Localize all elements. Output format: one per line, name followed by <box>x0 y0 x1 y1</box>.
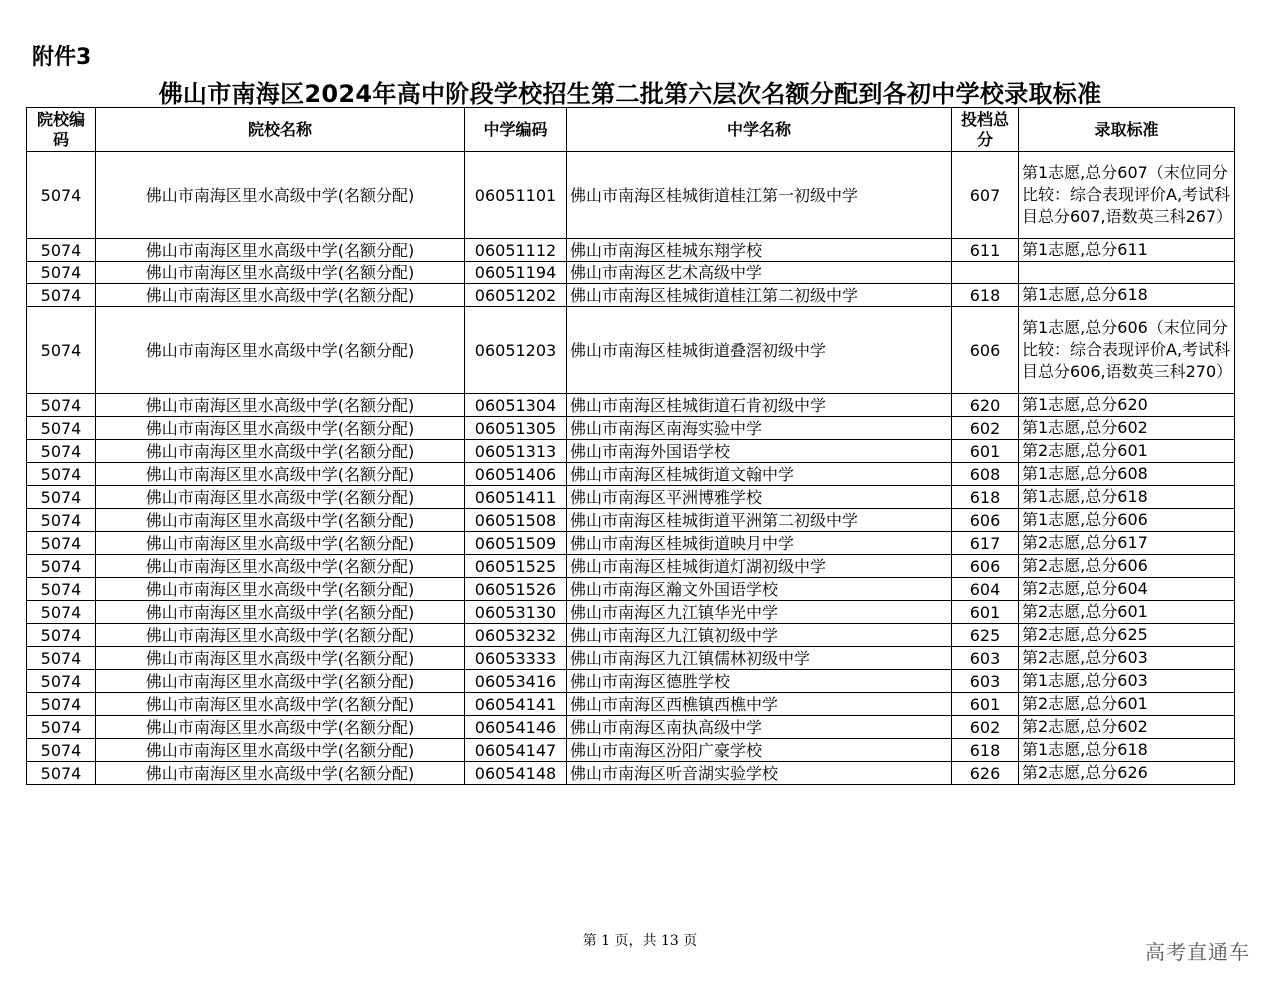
table-row <box>27 532 1235 555</box>
cell-middle-school-name: 佛山市南海区艺术高级中学 <box>567 262 952 284</box>
cell-admission-criteria: 第2志愿,总分625 <box>1019 624 1235 647</box>
header-school-name: 院校名称 <box>96 108 465 152</box>
cell-school-code: 5074 <box>27 152 96 239</box>
cell-middle-school-code: 06053416 <box>465 670 567 693</box>
cell-middle-school-code: 06051101 <box>465 152 567 239</box>
cell-middle-school-name: 佛山市南海区桂城街道平洲第二初级中学 <box>567 509 952 532</box>
table-row <box>27 670 1235 693</box>
cell-middle-school-name: 佛山市南海区桂城街道叠滘初级中学 <box>567 307 952 394</box>
cell-middle-school-code: 06054146 <box>465 716 567 739</box>
cell-middle-school-name: 佛山市南海区南海实验中学 <box>567 417 952 440</box>
cell-school-name: 佛山市南海区里水高级中学(名额分配) <box>96 394 465 417</box>
cell-school-code: 5074 <box>27 509 96 532</box>
cell-middle-school-code: 06053130 <box>465 601 567 624</box>
cell-total-score: 606 <box>952 509 1019 532</box>
cell-school-code: 5074 <box>27 716 96 739</box>
cell-school-code: 5074 <box>27 555 96 578</box>
cell-school-name: 佛山市南海区里水高级中学(名额分配) <box>96 601 465 624</box>
table-row <box>27 284 1235 307</box>
cell-school-code: 5074 <box>27 578 96 601</box>
cell-school-code: 5074 <box>27 417 96 440</box>
cell-school-code: 5074 <box>27 670 96 693</box>
cell-middle-school-code: 06051313 <box>465 440 567 463</box>
cell-total-score: 602 <box>952 716 1019 739</box>
page-footer: 第 1 页，共 13 页 <box>582 933 698 949</box>
cell-school-code: 5074 <box>27 239 96 262</box>
cell-total-score: 618 <box>952 486 1019 509</box>
table-row <box>27 647 1235 670</box>
cell-school-name: 佛山市南海区里水高级中学(名额分配) <box>96 440 465 463</box>
cell-school-name: 佛山市南海区里水高级中学(名额分配) <box>96 716 465 739</box>
cell-school-name: 佛山市南海区里水高级中学(名额分配) <box>96 693 465 716</box>
cell-middle-school-code: 06051406 <box>465 463 567 486</box>
cell-admission-criteria: 第1志愿,总分618 <box>1019 739 1235 762</box>
cell-admission-criteria: 第2志愿,总分604 <box>1019 578 1235 601</box>
cell-school-name: 佛山市南海区里水高级中学(名额分配) <box>96 739 465 762</box>
cell-total-score: 617 <box>952 532 1019 555</box>
table-row <box>27 509 1235 532</box>
cell-school-name: 佛山市南海区里水高级中学(名额分配) <box>96 624 465 647</box>
cell-total-score: 604 <box>952 578 1019 601</box>
table-row <box>27 693 1235 716</box>
table-row <box>27 739 1235 762</box>
cell-middle-school-code: 06054141 <box>465 693 567 716</box>
cell-middle-school-code: 06051194 <box>465 262 567 284</box>
cell-middle-school-code: 06051304 <box>465 394 567 417</box>
cell-school-code: 5074 <box>27 647 96 670</box>
cell-total-score: 607 <box>952 152 1019 239</box>
table-row <box>27 601 1235 624</box>
cell-admission-criteria: 第2志愿,总分603 <box>1019 647 1235 670</box>
cell-total-score <box>952 262 1019 284</box>
cell-middle-school-code: 06051411 <box>465 486 567 509</box>
table-row <box>27 578 1235 601</box>
header-school-code: 院校编码 <box>27 108 96 152</box>
cell-middle-school-code: 06051509 <box>465 532 567 555</box>
cell-middle-school-name: 佛山市南海区桂城东翔学校 <box>567 239 952 262</box>
cell-admission-criteria: 第1志愿,总分607（末位同分比较：综合表现评价A,考试科目总分607,语数英三科267） <box>1019 152 1235 239</box>
cell-admission-criteria: 第2志愿,总分606 <box>1019 555 1235 578</box>
cell-school-code: 5074 <box>27 486 96 509</box>
cell-admission-criteria: 第2志愿,总分601 <box>1019 601 1235 624</box>
cell-middle-school-name: 佛山市南海区桂城街道桂江第二初级中学 <box>567 284 952 307</box>
table-header-row <box>27 108 1235 152</box>
header-middle-school-name: 中学名称 <box>567 108 952 152</box>
cell-middle-school-name: 佛山市南海区德胜学校 <box>567 670 952 693</box>
cell-admission-criteria: 第2志愿,总分601 <box>1019 440 1235 463</box>
cell-total-score: 608 <box>952 463 1019 486</box>
watermark: 高考直通车 <box>1145 940 1250 964</box>
cell-admission-criteria: 第2志愿,总分626 <box>1019 762 1235 785</box>
cell-school-name: 佛山市南海区里水高级中学(名额分配) <box>96 509 465 532</box>
cell-admission-criteria: 第1志愿,总分618 <box>1019 284 1235 307</box>
cell-middle-school-code: 06051202 <box>465 284 567 307</box>
cell-admission-criteria: 第1志愿,总分608 <box>1019 463 1235 486</box>
cell-middle-school-name: 佛山市南海区南执高级中学 <box>567 716 952 739</box>
cell-school-code: 5074 <box>27 307 96 394</box>
table-row <box>27 239 1235 262</box>
cell-total-score: 601 <box>952 693 1019 716</box>
cell-middle-school-name: 佛山市南海区听音湖实验学校 <box>567 762 952 785</box>
cell-middle-school-code: 06051305 <box>465 417 567 440</box>
header-middle-school-code: 中学编码 <box>465 108 567 152</box>
table-row <box>27 262 1235 284</box>
cell-school-name: 佛山市南海区里水高级中学(名额分配) <box>96 284 465 307</box>
cell-middle-school-name: 佛山市南海区西樵镇西樵中学 <box>567 693 952 716</box>
cell-school-name: 佛山市南海区里水高级中学(名额分配) <box>96 417 465 440</box>
cell-admission-criteria: 第2志愿,总分602 <box>1019 716 1235 739</box>
cell-admission-criteria: 第1志愿,总分606（末位同分比较：综合表现评价A,考试科目总分606,语数英三科270） <box>1019 307 1235 394</box>
cell-total-score: 603 <box>952 647 1019 670</box>
cell-total-score: 603 <box>952 670 1019 693</box>
table-row <box>27 624 1235 647</box>
cell-middle-school-code: 06051525 <box>465 555 567 578</box>
cell-total-score: 611 <box>952 239 1019 262</box>
table-row <box>27 555 1235 578</box>
cell-total-score: 618 <box>952 739 1019 762</box>
cell-school-name: 佛山市南海区里水高级中学(名额分配) <box>96 578 465 601</box>
cell-total-score: 625 <box>952 624 1019 647</box>
cell-middle-school-name: 佛山市南海区平洲博雅学校 <box>567 486 952 509</box>
cell-school-code: 5074 <box>27 601 96 624</box>
cell-middle-school-code: 06051526 <box>465 578 567 601</box>
cell-school-name: 佛山市南海区里水高级中学(名额分配) <box>96 152 465 239</box>
cell-school-name: 佛山市南海区里水高级中学(名额分配) <box>96 262 465 284</box>
cell-school-code: 5074 <box>27 440 96 463</box>
cell-school-code: 5074 <box>27 762 96 785</box>
header-admission-criteria: 录取标准 <box>1019 108 1235 152</box>
cell-admission-criteria <box>1019 262 1235 284</box>
cell-middle-school-code: 06053232 <box>465 624 567 647</box>
cell-school-name: 佛山市南海区里水高级中学(名额分配) <box>96 762 465 785</box>
cell-middle-school-code: 06051508 <box>465 509 567 532</box>
cell-school-name: 佛山市南海区里水高级中学(名额分配) <box>96 647 465 670</box>
cell-middle-school-name: 佛山市南海区九江镇儒林初级中学 <box>567 647 952 670</box>
cell-middle-school-code: 06053333 <box>465 647 567 670</box>
page-title: 佛山市南海区2024年高中阶段学校招生第二批第六层次名额分配到各初中学校录取标准 <box>158 80 1102 108</box>
cell-middle-school-name: 佛山市南海区九江镇初级中学 <box>567 624 952 647</box>
cell-school-code: 5074 <box>27 624 96 647</box>
cell-school-name: 佛山市南海区里水高级中学(名额分配) <box>96 239 465 262</box>
cell-total-score: 601 <box>952 440 1019 463</box>
cell-school-name: 佛山市南海区里水高级中学(名额分配) <box>96 307 465 394</box>
header-total-score: 投档总分 <box>952 108 1019 152</box>
cell-school-code: 5074 <box>27 693 96 716</box>
cell-admission-criteria: 第1志愿,总分606 <box>1019 509 1235 532</box>
cell-admission-criteria: 第1志愿,总分603 <box>1019 670 1235 693</box>
table-row <box>27 152 1235 239</box>
cell-middle-school-code: 06051112 <box>465 239 567 262</box>
cell-middle-school-name: 佛山市南海外国语学校 <box>567 440 952 463</box>
cell-middle-school-code: 06054148 <box>465 762 567 785</box>
cell-middle-school-name: 佛山市南海区桂城街道石肯初级中学 <box>567 394 952 417</box>
cell-total-score: 620 <box>952 394 1019 417</box>
table-row <box>27 486 1235 509</box>
cell-middle-school-name: 佛山市南海区瀚文外国语学校 <box>567 578 952 601</box>
cell-school-name: 佛山市南海区里水高级中学(名额分配) <box>96 486 465 509</box>
table-row <box>27 463 1235 486</box>
cell-admission-criteria: 第1志愿,总分620 <box>1019 394 1235 417</box>
cell-middle-school-name: 佛山市南海区九江镇华光中学 <box>567 601 952 624</box>
cell-school-code: 5074 <box>27 463 96 486</box>
cell-school-name: 佛山市南海区里水高级中学(名额分配) <box>96 555 465 578</box>
cell-total-score: 601 <box>952 601 1019 624</box>
table-row <box>27 417 1235 440</box>
table-row <box>27 440 1235 463</box>
cell-total-score: 606 <box>952 307 1019 394</box>
cell-school-name: 佛山市南海区里水高级中学(名额分配) <box>96 670 465 693</box>
cell-admission-criteria: 第1志愿,总分602 <box>1019 417 1235 440</box>
cell-middle-school-name: 佛山市南海区桂城街道映月中学 <box>567 532 952 555</box>
cell-middle-school-name: 佛山市南海区汾阳广豪学校 <box>567 739 952 762</box>
attachment-label: 附件3 <box>32 45 92 70</box>
cell-middle-school-name: 佛山市南海区桂城街道灯湖初级中学 <box>567 555 952 578</box>
cell-total-score: 618 <box>952 284 1019 307</box>
table-row <box>27 716 1235 739</box>
cell-school-code: 5074 <box>27 739 96 762</box>
cell-middle-school-name: 佛山市南海区桂城街道文翰中学 <box>567 463 952 486</box>
cell-middle-school-code: 06054147 <box>465 739 567 762</box>
admission-table <box>26 107 1235 785</box>
table-row <box>27 394 1235 417</box>
cell-school-code: 5074 <box>27 284 96 307</box>
cell-school-code: 5074 <box>27 394 96 417</box>
cell-school-name: 佛山市南海区里水高级中学(名额分配) <box>96 463 465 486</box>
cell-school-name: 佛山市南海区里水高级中学(名额分配) <box>96 532 465 555</box>
cell-admission-criteria: 第2志愿,总分601 <box>1019 693 1235 716</box>
cell-total-score: 602 <box>952 417 1019 440</box>
cell-middle-school-name: 佛山市南海区桂城街道桂江第一初级中学 <box>567 152 952 239</box>
cell-admission-criteria: 第1志愿,总分611 <box>1019 239 1235 262</box>
cell-school-code: 5074 <box>27 532 96 555</box>
table-row <box>27 762 1235 785</box>
cell-total-score: 606 <box>952 555 1019 578</box>
cell-admission-criteria: 第2志愿,总分617 <box>1019 532 1235 555</box>
cell-total-score: 626 <box>952 762 1019 785</box>
table-row <box>27 307 1235 394</box>
cell-school-code: 5074 <box>27 262 96 284</box>
cell-middle-school-code: 06051203 <box>465 307 567 394</box>
cell-admission-criteria: 第1志愿,总分618 <box>1019 486 1235 509</box>
